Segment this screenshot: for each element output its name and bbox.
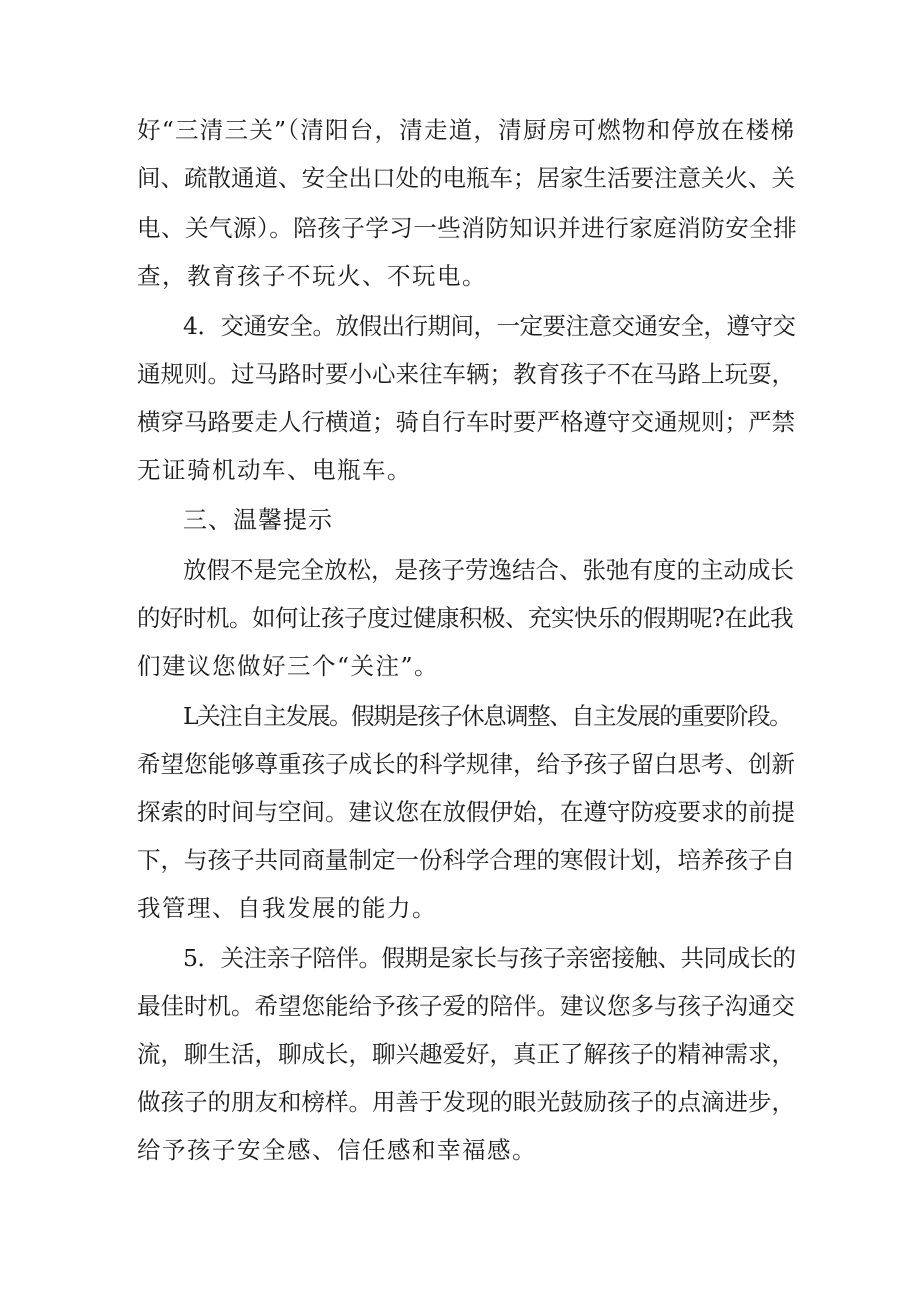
paragraph-line: L关注自主发展。假期是孩子休息调整、自主发展的重要阶段。: [183, 702, 792, 730]
paragraph-line: 希望您能够尊重孩子成长的科学规律，给予孩子留白思考、创新: [137, 750, 795, 778]
paragraph-line: 通规则。过马路时要小心来往车辆；教育孩子不在马路上玩耍，: [137, 360, 795, 388]
paragraph-line: 查，教育孩子不玩火、不玩电。: [137, 262, 487, 290]
paragraph-line: 间、疏散通道、安全出口处的电瓶车；居家生活要注意关火、关: [137, 164, 795, 192]
paragraph-line: 无证骑机动车、电瓶车。: [137, 456, 412, 484]
paragraph-line: 给予孩子安全感、信任感和幸福感。: [137, 1136, 537, 1164]
paragraph-line: 们建议您做好三个“关注”。: [137, 652, 440, 680]
paragraph-line: 下，与孩子共同商量制定一份科学合理的寒假计划，培养孩子自: [137, 846, 795, 874]
paragraph-line: 4．交通安全。放假出行期间，一定要注意交通安全，遵守交: [183, 312, 796, 340]
paragraph-line: 流，聊生活，聊成长，聊兴趣爱好，真正了解孩子的精神需求，: [137, 1040, 795, 1068]
paragraph-line: 电、关气源）。陪孩子学习一些消防知识并进行家庭消防安全排: [137, 214, 798, 242]
paragraph-line: 的好时机。如何让孩子度过健康积极、充实快乐的假期呢?在此我: [137, 604, 794, 632]
paragraph-line: 5．关注亲子陪伴。假期是家长与孩子亲密接触、共同成长的: [183, 944, 796, 972]
paragraph-line: 探索的时间与空间。建议您在放假伊始，在遵守防疫要求的前提: [137, 798, 795, 826]
paragraph-line: 好“三清三关”（清阳台，清走道，清厨房可燃物和停放在楼梯: [137, 116, 796, 144]
paragraph-line: 放假不是完全放松，是孩子劳逸结合、张弛有度的主动成长: [183, 556, 794, 584]
paragraph-line: 最佳时机。希望您能给予孩子爱的陪伴。建议您多与孩子沟通交: [137, 992, 795, 1020]
section-heading: 三、温馨提示: [183, 506, 333, 534]
paragraph-line: 我管理、自我发展的能力。: [137, 894, 437, 922]
paragraph-line: 横穿马路要走人行横道；骑自行车时要严格遵守交通规则；严禁: [137, 408, 795, 436]
paragraph-line: 做孩子的朋友和榜样。用善于发现的眼光鼓励孩子的点滴进步，: [137, 1088, 795, 1116]
